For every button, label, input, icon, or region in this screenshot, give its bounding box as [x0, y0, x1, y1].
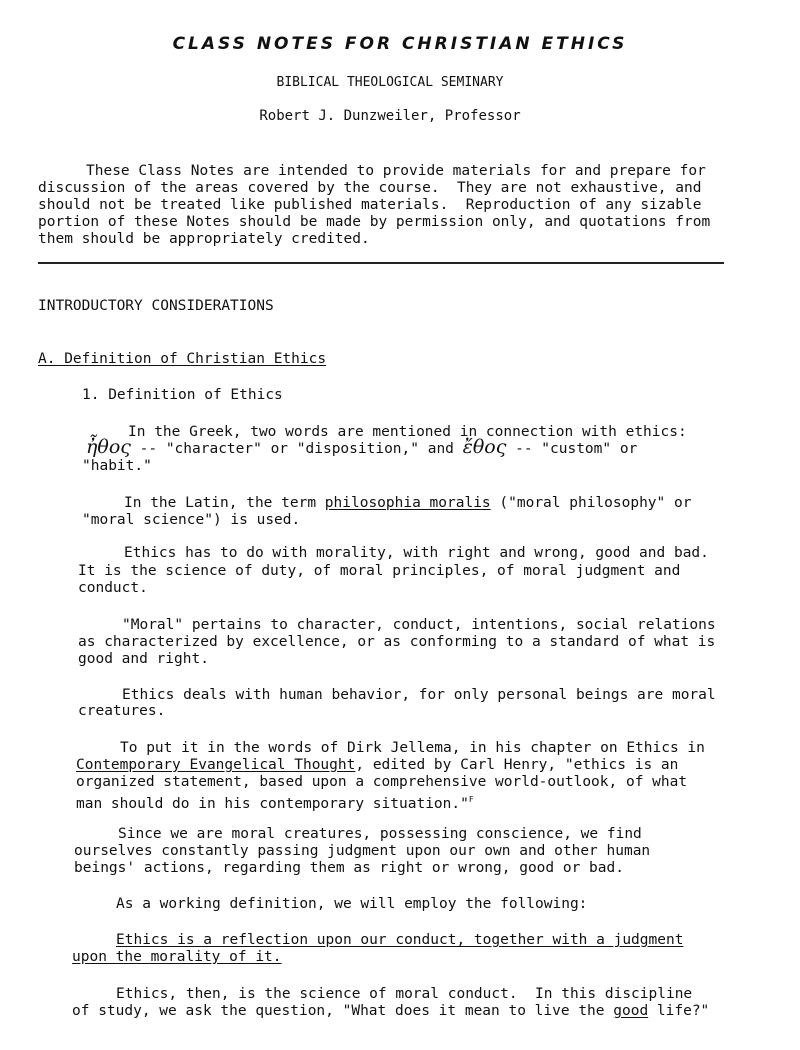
ethics-line: conduct. [78, 580, 148, 596]
closing-line: Ethics, then, is the science of moral conduct. In this discipline [116, 986, 693, 1002]
preface-line: portion of these Notes should be made by permission only, and quotations from [38, 214, 711, 230]
footnote-marker: F [468, 795, 474, 804]
jellema-text: , edited by Carl Henry, "ethics is an [355, 757, 679, 773]
section-heading: INTRODUCTORY CONSIDERATIONS [38, 298, 274, 314]
horizontal-divider [38, 262, 724, 264]
latin-term: philosophia moralis [324, 495, 491, 511]
greek-gloss: -- "character" or "disposition," and [130, 441, 463, 457]
latin-line [124, 495, 691, 512]
institution-name: BIBLICAL THEOLOGICAL SEMINARY [276, 75, 504, 90]
conscience-line: Since we are moral creatures, possessing conscience, we find [118, 826, 642, 842]
conscience-line: ourselves constantly passing judgment upon our own and other human [74, 843, 651, 859]
greek-line: "habit." [82, 458, 152, 474]
jellema-line: organized statement, based upon a comprehensive world-outlook, of what [76, 774, 688, 790]
definition-line: Ethics is a reflection upon our conduct, together with a judgment [116, 932, 684, 948]
greek-line-2 [86, 436, 638, 458]
document-title: CLASS NOTES FOR CHRISTIAN ETHICS [172, 34, 628, 54]
subsection-heading: A. Definition of Christian Ethics [38, 351, 327, 367]
greek-gloss: -- "custom" or [506, 441, 638, 457]
ethics-line: Ethics has to do with morality, with right and wrong, good and bad. [124, 545, 709, 561]
jellema-text: man should do in his contemporary situation." [76, 795, 469, 812]
jellema-line-4 [76, 791, 474, 813]
latin-line: "moral science") is used. [82, 512, 301, 528]
greek-word-ethos-custom: ἔθος [462, 436, 507, 458]
moral-line: as characterized by excellence, or as conforming to a standard of what is [78, 634, 716, 650]
ethics-line: It is the science of duty, of moral principles, of moral judgment and [78, 563, 681, 579]
moral-line: "Moral" pertains to character, conduct, intentions, social relations [122, 617, 716, 633]
preface-line: should not be treated like published materials. Reproduction of any sizable [38, 197, 702, 213]
jellema-line: To put it in the words of Dirk Jellema, in his chapter on Ethics in [120, 740, 705, 756]
book-title: Contemporary Evangelical Thought [76, 757, 356, 773]
closing-line-2 [72, 1003, 709, 1020]
behavior-line: Ethics deals with human behavior, for only personal beings are moral [122, 687, 716, 703]
latin-text: ("moral philosophy" or [490, 495, 692, 511]
item-heading: 1. Definition of Ethics [82, 387, 283, 403]
professor-name: Robert J. Dunzweiler, Professor [259, 108, 521, 124]
definition-line: upon the morality of it. [72, 949, 282, 965]
conscience-line: beings' actions, regarding them as right or wrong, good or bad. [74, 860, 624, 876]
jellema-line-2 [76, 757, 678, 774]
greek-word-ethos-character: ἦθος [86, 436, 131, 458]
closing-text: of study, we ask the question, "What does it mean to live the [72, 1003, 614, 1019]
closing-text: life?" [648, 1003, 710, 1019]
good-emphasis: good [613, 1003, 649, 1019]
preface-line: them should be appropriately credited. [38, 231, 370, 247]
working-definition-intro: As a working definition, we will employ the following: [116, 896, 588, 912]
preface-line: discussion of the areas covered by the course. They are not exhaustive, and [38, 180, 702, 196]
preface-line: These Class Notes are intended to provide materials for and prepare for [86, 163, 706, 179]
latin-text: In the Latin, the term [124, 495, 325, 511]
greek-line: In the Greek, two words are mentioned in connection with ethics: [128, 424, 687, 440]
behavior-line: creatures. [78, 703, 166, 719]
moral-line: good and right. [78, 651, 209, 667]
